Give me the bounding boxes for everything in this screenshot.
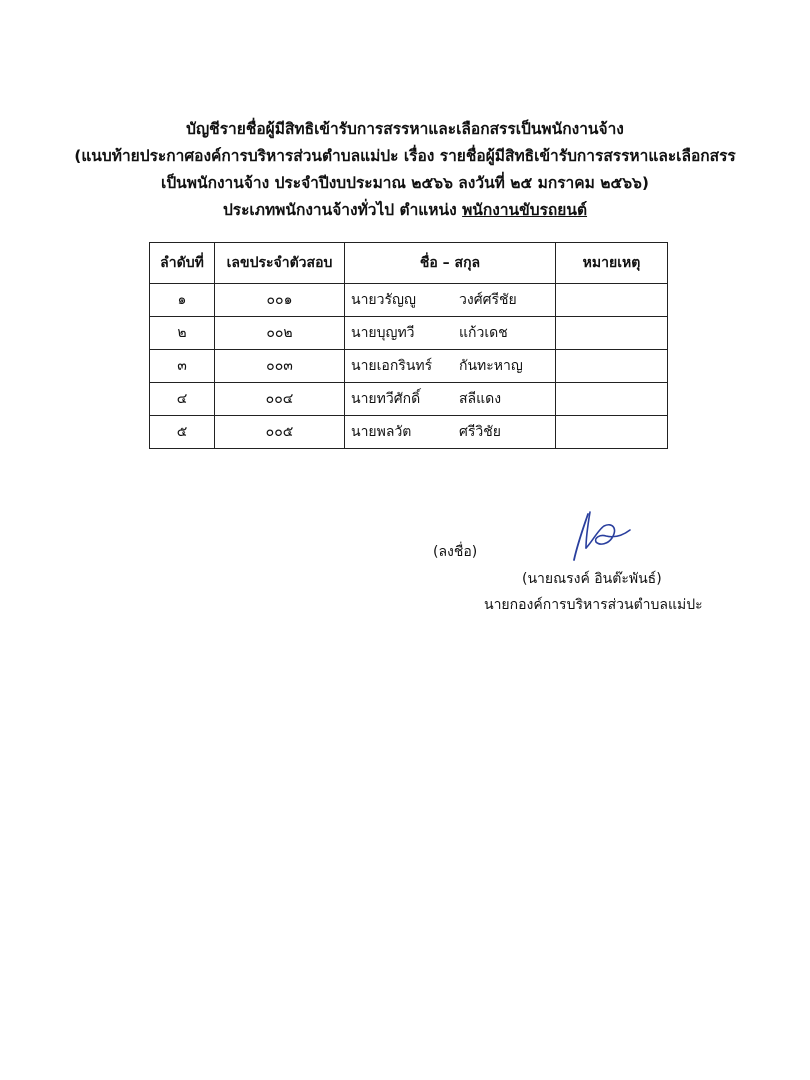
table-header-row	[150, 243, 668, 284]
row-note	[556, 350, 668, 383]
candidate-table	[149, 242, 668, 449]
signature-label: (ลงชื่อ)	[433, 544, 478, 560]
document-title: บัญชีรายชื่อผู้มีสิทธิเข้ารับการสรรหาและเลือกสรรเป็นพนักงานจ้าง	[186, 120, 624, 138]
row-name	[345, 317, 556, 350]
row-note	[556, 317, 668, 350]
first-name: นายพลวัต	[351, 424, 412, 440]
first-name: นายทวีศักดิ์	[351, 391, 421, 407]
row-exam-id: ๐๐๕	[215, 416, 345, 449]
row-no: ๔	[150, 383, 215, 416]
table-row	[150, 317, 668, 350]
last-name: ศรีวิชัย	[459, 424, 501, 440]
table-row	[150, 284, 668, 317]
handwritten-signature	[566, 508, 636, 564]
header-note: หมายเหตุ	[556, 243, 668, 284]
row-exam-id: ๐๐๑	[215, 284, 345, 317]
row-name	[345, 284, 556, 317]
row-name	[345, 350, 556, 383]
last-name: สลีแดง	[459, 391, 502, 407]
position-type: ประเภทพนักงานจ้างทั่วไป ตำแหน่ง	[222, 201, 463, 219]
first-name: นายบุญทวี	[351, 325, 415, 341]
first-name: นายเอกรินทร์	[351, 358, 433, 374]
header-name: ชื่อ – สกุล	[345, 243, 556, 284]
row-note	[556, 416, 668, 449]
document-subtitle-line-2: เป็นพนักงานจ้าง ประจำปีงบประมาณ ๒๕๖๖ ลงวันที่ ๒๕ มกราคม ๒๕๖๖)	[161, 174, 649, 192]
row-no: ๕	[150, 416, 215, 449]
row-no: ๑	[150, 284, 215, 317]
row-exam-id: ๐๐๔	[215, 383, 345, 416]
last-name: แก้วเดช	[459, 325, 508, 341]
table-row	[150, 416, 668, 449]
signer-name: (นายณรงค์ อินต๊ะพันธ์)	[522, 571, 662, 587]
header-no: ลำดับที่	[150, 243, 215, 284]
signer-title: นายกองค์การบริหารส่วนตำบลแม่ปะ	[484, 597, 703, 613]
table-row	[150, 383, 668, 416]
row-exam-id: ๐๐๒	[215, 317, 345, 350]
table-row	[150, 350, 668, 383]
row-no: ๒	[150, 317, 215, 350]
first-name: นายวรัญญู	[351, 292, 416, 308]
last-name: กันทะหาญ	[459, 358, 523, 374]
position-name: พนักงานขับรถยนต์	[462, 201, 588, 219]
row-no: ๓	[150, 350, 215, 383]
row-name	[345, 383, 556, 416]
row-note	[556, 284, 668, 317]
row-note	[556, 383, 668, 416]
last-name: วงศ์ศรีชัย	[459, 292, 517, 308]
position-line	[60, 197, 750, 223]
row-name	[345, 416, 556, 449]
row-exam-id: ๐๐๓	[215, 350, 345, 383]
document-subtitle-line-1: (แนบท้ายประกาศองค์การบริหารส่วนตำบลแม่ปะ เรื่อง รายชื่อผู้มีสิทธิเข้ารับการสรรหาและเลือกสรร	[74, 147, 736, 165]
header-exam-id: เลขประจำตัวสอบ	[215, 243, 345, 284]
